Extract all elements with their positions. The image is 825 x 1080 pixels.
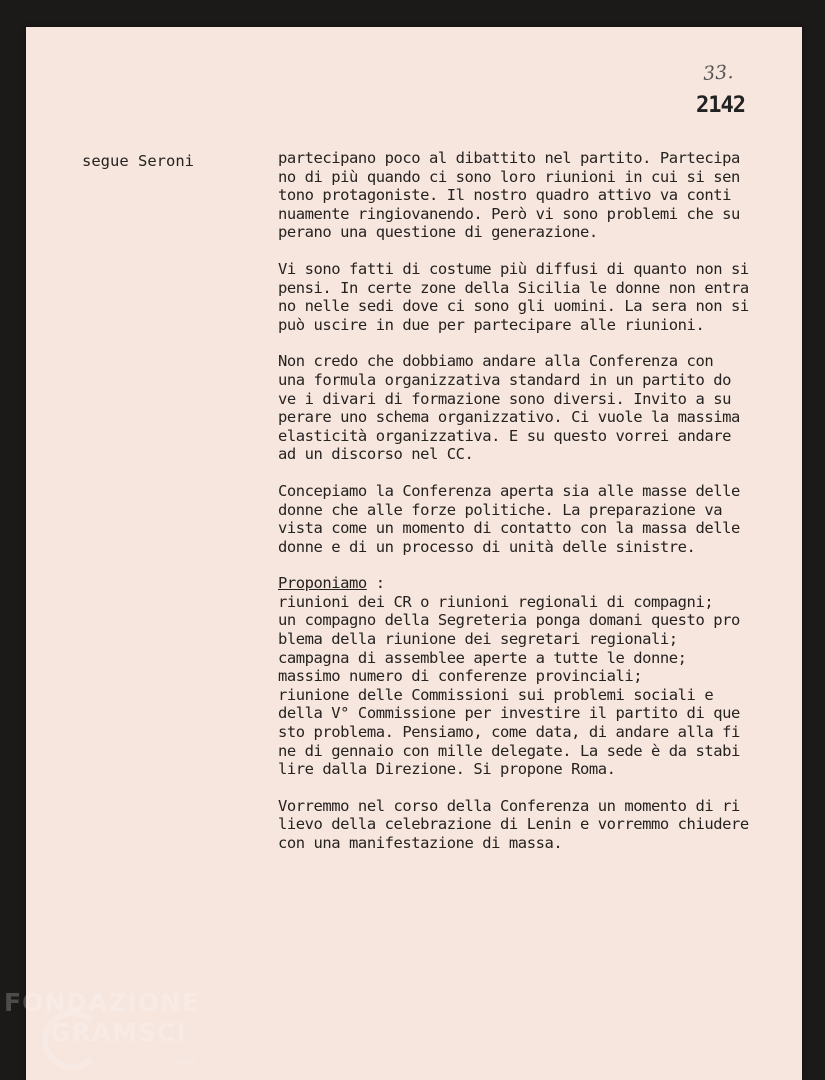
list-heading-suffix: : [366, 574, 385, 593]
text-line: lire dalla Direzione. Si propone Roma. [278, 760, 616, 779]
text-line: vista come un momento di contatto con la massa delle [278, 519, 740, 538]
text-line: un compagno della Segreteria ponga domani questo pro [278, 611, 740, 630]
text-line: nuamente ringiovanendo. Però vi sono problemi che su [278, 204, 740, 223]
watermark-line1: FONDAZIONE [4, 988, 201, 1017]
paragraph [278, 260, 798, 334]
text-line: con una manifestazione di massa. [278, 834, 563, 852]
text-line: riunioni dei CR o riunioni regionali di compagni; [278, 592, 714, 611]
paragraph [278, 482, 798, 556]
list-heading: Proponiamo [278, 574, 367, 593]
text-line: Vorremmo nel corso della Conferenza un momento di ri [278, 796, 740, 815]
page-number: 2142 [696, 93, 745, 118]
text-line: ad un discorso nel CC. [278, 445, 474, 464]
text-line: sto problema. Pensiamo, come data, di andare alla fi [278, 723, 740, 742]
text-line: lievo della celebrazione di Lenin e vorremmo chiudere [278, 815, 749, 834]
document-page [26, 27, 802, 1080]
fondazione-gramsci-watermark [4, 988, 201, 1068]
text-line: blema della riunione dei segretari regionali; [278, 630, 678, 649]
text-line: una formula organizzativa standard in un partito do [278, 370, 731, 389]
list-heading-line [278, 574, 798, 593]
text-line: riunione delle Commissioni sui problemi sociali e [278, 685, 714, 704]
text-line: ne di gennaio con mille delegate. La sede è da stabi [278, 741, 740, 760]
text-line: elasticità organizzativa. E su questo vorrei andare [278, 426, 731, 445]
paragraph [278, 149, 798, 242]
text-line: donne e di un processo di unità delle sinistre. [278, 537, 696, 556]
folio-number: 33. [702, 60, 734, 86]
text-line: della V° Commissione per investire il partito di que [278, 704, 740, 723]
watermark-sub: onlus [172, 1058, 197, 1068]
paragraph [278, 352, 798, 464]
text-line: può uscire in due per partecipare alle riunioni. [278, 315, 705, 334]
paragraph [278, 574, 798, 779]
document-body [278, 149, 798, 871]
paragraph [278, 797, 798, 853]
watermark-line2: GRAMSCI [50, 1018, 187, 1047]
text-line: Concepiamo la Conferenza aperta sia alle masse delle [278, 481, 740, 500]
text-line: donne che alle forze politiche. La preparazione va [278, 500, 723, 519]
text-line: pensi. In certe zone della Sicilia le donne non entra [278, 278, 749, 297]
text-line: ve i divari di formazione sono diversi. Invito a su [278, 389, 731, 408]
text-line: no nelle sedi dove ci sono gli uomini. La sera non si [278, 297, 749, 316]
text-line: Vi sono fatti di costume più diffusi di quanto non si [278, 259, 749, 278]
text-line: campagna di assemblee aperte a tutte le donne; [278, 648, 687, 667]
text-line: perano una questione di generazione. [278, 223, 598, 242]
text-line: massimo numero di conferenze provinciali; [278, 667, 643, 686]
text-line: tono protagoniste. Il nostro quadro attivo va conti [278, 186, 731, 205]
text-line: partecipano poco al dibattito nel partito. Partecipa [278, 149, 740, 167]
text-line: Non credo che dobbiamo andare alla Conferenza con [278, 352, 714, 371]
text-line: no di più quando ci sono loro riunioni in cui si sen [278, 167, 740, 186]
text-line: perare uno schema organizzativo. Ci vuole la massima [278, 408, 740, 427]
speaker-label: segue Seroni [82, 152, 194, 170]
